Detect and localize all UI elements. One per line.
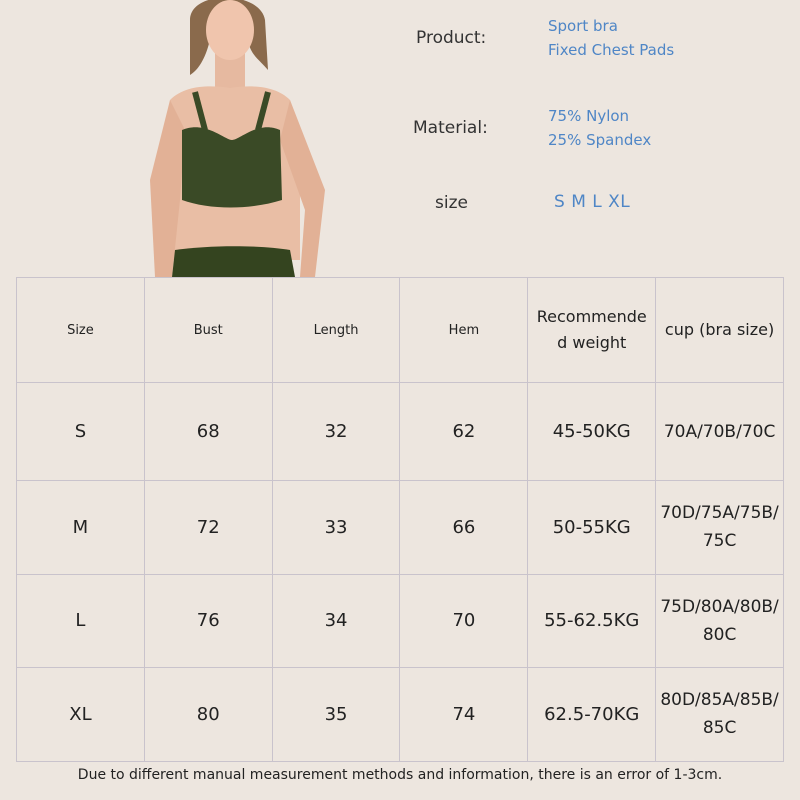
material-line: 25% Spandex [548,131,652,149]
header-hem: Hem [400,278,528,383]
header-recommended-weight: Recommended weight [528,278,656,383]
size-value: S M L XL [554,192,631,212]
cell-cup: 70D/75A/75B/75C [656,481,784,574]
header-bust: Bust [144,278,272,383]
header-length: Length [272,278,400,383]
measurement-footnote: Due to different manual measurement methods and information, there is an error of 1-3cm. [77,767,723,783]
header-size: Size [17,278,145,383]
cell-size: L [17,574,145,667]
cell-size: M [17,481,145,574]
cell-cup: 75D/80A/80B/80C [656,574,784,667]
table-row [17,383,784,481]
material-value [548,104,651,152]
product-photo [150,0,350,277]
product-line: Sport bra [548,17,618,35]
table-header-row [17,278,784,383]
table-row [17,574,784,667]
cell-size: S [17,383,145,481]
cell-length: 34 [272,574,400,667]
product-label: Product: [416,28,487,48]
cell-size: XL [17,667,145,761]
material-label: Material: [413,118,488,138]
cell-weight: 50-55KG [528,481,656,574]
cell-hem: 70 [400,574,528,667]
cell-hem: 62 [400,383,528,481]
table-row [17,667,784,761]
cell-bust: 80 [144,667,272,761]
cell-weight: 62.5-70KG [528,667,656,761]
cell-weight: 45-50KG [528,383,656,481]
cell-cup: 70A/70B/70C [656,383,784,481]
cell-length: 33 [272,481,400,574]
cell-bust: 72 [144,481,272,574]
cell-hem: 66 [400,481,528,574]
cell-length: 32 [272,383,400,481]
table-row [17,481,784,574]
size-label: size [435,193,468,213]
cell-weight: 55-62.5KG [528,574,656,667]
cell-length: 35 [272,667,400,761]
product-line: Fixed Chest Pads [548,41,675,59]
cell-cup: 80D/85A/85B/85C [656,667,784,761]
product-value [548,14,674,62]
material-line: 75% Nylon [548,107,630,125]
size-chart-table [16,277,784,762]
cell-hem: 74 [400,667,528,761]
cell-bust: 76 [144,574,272,667]
cell-bust: 68 [144,383,272,481]
header-cup: cup (bra size) [656,278,784,383]
